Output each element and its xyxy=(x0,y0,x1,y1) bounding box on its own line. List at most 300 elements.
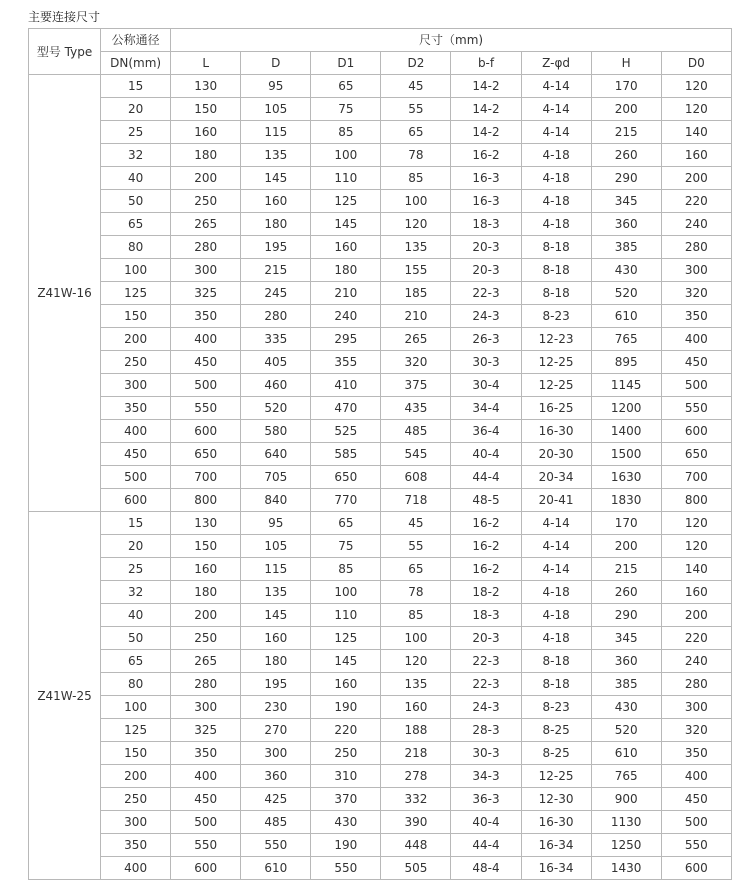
value-cell: 1630 xyxy=(591,466,661,489)
value-cell: 4-18 xyxy=(521,604,591,627)
table-row xyxy=(29,765,732,788)
table-row xyxy=(29,213,732,236)
table-row xyxy=(29,351,732,374)
table-row xyxy=(29,305,732,328)
value-cell: 20-30 xyxy=(521,443,591,466)
header-col-b-f: b-f xyxy=(451,52,521,75)
value-cell: 345 xyxy=(591,190,661,213)
value-cell: 16-25 xyxy=(521,397,591,420)
value-cell: 14-2 xyxy=(451,75,521,98)
value-cell: 85 xyxy=(311,121,381,144)
value-cell: 200 xyxy=(661,604,731,627)
value-cell: 600 xyxy=(171,857,241,880)
value-cell: 218 xyxy=(381,742,451,765)
value-cell: 85 xyxy=(381,167,451,190)
dn-cell: 50 xyxy=(101,190,171,213)
table-row xyxy=(29,696,732,719)
dn-cell: 65 xyxy=(101,213,171,236)
value-cell: 8-18 xyxy=(521,673,591,696)
value-cell: 4-14 xyxy=(521,121,591,144)
value-cell: 100 xyxy=(381,190,451,213)
value-cell: 400 xyxy=(661,765,731,788)
value-cell: 145 xyxy=(311,213,381,236)
value-cell: 405 xyxy=(241,351,311,374)
value-cell: 265 xyxy=(381,328,451,351)
value-cell: 16-30 xyxy=(521,420,591,443)
value-cell: 28-3 xyxy=(451,719,521,742)
value-cell: 4-14 xyxy=(521,512,591,535)
value-cell: 65 xyxy=(381,121,451,144)
value-cell: 375 xyxy=(381,374,451,397)
dn-cell: 300 xyxy=(101,374,171,397)
table-row xyxy=(29,673,732,696)
header-col-d2: D2 xyxy=(381,52,451,75)
value-cell: 215 xyxy=(591,558,661,581)
value-cell: 135 xyxy=(241,581,311,604)
dn-cell: 125 xyxy=(101,282,171,305)
value-cell: 300 xyxy=(171,259,241,282)
value-cell: 430 xyxy=(311,811,381,834)
dn-cell: 40 xyxy=(101,167,171,190)
value-cell: 650 xyxy=(661,443,731,466)
value-cell: 65 xyxy=(311,512,381,535)
value-cell: 200 xyxy=(661,167,731,190)
value-cell: 385 xyxy=(591,673,661,696)
value-cell: 370 xyxy=(311,788,381,811)
table-header xyxy=(29,29,732,75)
dn-cell: 150 xyxy=(101,305,171,328)
value-cell: 8-25 xyxy=(521,719,591,742)
value-cell: 448 xyxy=(381,834,451,857)
value-cell: 16-2 xyxy=(451,512,521,535)
value-cell: 195 xyxy=(241,673,311,696)
value-cell: 210 xyxy=(311,282,381,305)
value-cell: 840 xyxy=(241,489,311,512)
value-cell: 8-18 xyxy=(521,650,591,673)
value-cell: 12-25 xyxy=(521,765,591,788)
value-cell: 20-3 xyxy=(451,259,521,282)
value-cell: 505 xyxy=(381,857,451,880)
value-cell: 22-3 xyxy=(451,650,521,673)
value-cell: 280 xyxy=(241,305,311,328)
value-cell: 16-2 xyxy=(451,144,521,167)
dn-cell: 300 xyxy=(101,811,171,834)
value-cell: 14-2 xyxy=(451,98,521,121)
table-row xyxy=(29,374,732,397)
value-cell: 450 xyxy=(171,351,241,374)
value-cell: 300 xyxy=(661,259,731,282)
value-cell: 215 xyxy=(241,259,311,282)
value-cell: 600 xyxy=(661,857,731,880)
value-cell: 4-18 xyxy=(521,581,591,604)
value-cell: 75 xyxy=(311,98,381,121)
value-cell: 525 xyxy=(311,420,381,443)
value-cell: 280 xyxy=(171,673,241,696)
model-cell: Z41W-16 xyxy=(29,75,101,512)
value-cell: 95 xyxy=(241,75,311,98)
model-cell: Z41W-25 xyxy=(29,512,101,880)
value-cell: 425 xyxy=(241,788,311,811)
value-cell: 550 xyxy=(311,857,381,880)
value-cell: 95 xyxy=(241,512,311,535)
table-row xyxy=(29,190,732,213)
value-cell: 115 xyxy=(241,121,311,144)
value-cell: 105 xyxy=(241,535,311,558)
table-row xyxy=(29,558,732,581)
value-cell: 160 xyxy=(311,236,381,259)
value-cell: 120 xyxy=(381,213,451,236)
value-cell: 290 xyxy=(591,167,661,190)
value-cell: 310 xyxy=(311,765,381,788)
value-cell: 350 xyxy=(661,742,731,765)
value-cell: 360 xyxy=(591,650,661,673)
table-row xyxy=(29,742,732,765)
value-cell: 450 xyxy=(661,788,731,811)
value-cell: 16-2 xyxy=(451,535,521,558)
value-cell: 240 xyxy=(311,305,381,328)
value-cell: 485 xyxy=(241,811,311,834)
dn-cell: 40 xyxy=(101,604,171,627)
value-cell: 16-30 xyxy=(521,811,591,834)
value-cell: 8-18 xyxy=(521,282,591,305)
value-cell: 100 xyxy=(311,144,381,167)
value-cell: 360 xyxy=(241,765,311,788)
value-cell: 300 xyxy=(171,696,241,719)
table-row xyxy=(29,466,732,489)
value-cell: 8-25 xyxy=(521,742,591,765)
value-cell: 20-34 xyxy=(521,466,591,489)
value-cell: 240 xyxy=(661,213,731,236)
value-cell: 250 xyxy=(171,190,241,213)
value-cell: 16-3 xyxy=(451,167,521,190)
value-cell: 16-3 xyxy=(451,190,521,213)
table-row xyxy=(29,811,732,834)
value-cell: 450 xyxy=(171,788,241,811)
value-cell: 135 xyxy=(381,236,451,259)
value-cell: 215 xyxy=(591,121,661,144)
value-cell: 220 xyxy=(661,190,731,213)
value-cell: 160 xyxy=(171,558,241,581)
value-cell: 280 xyxy=(171,236,241,259)
table-caption: 主要连接尺寸 xyxy=(28,10,101,24)
dn-cell: 250 xyxy=(101,351,171,374)
value-cell: 110 xyxy=(311,167,381,190)
value-cell: 20-3 xyxy=(451,627,521,650)
value-cell: 14-2 xyxy=(451,121,521,144)
value-cell: 500 xyxy=(171,374,241,397)
value-cell: 115 xyxy=(241,558,311,581)
value-cell: 105 xyxy=(241,98,311,121)
value-cell: 800 xyxy=(171,489,241,512)
dn-cell: 32 xyxy=(101,144,171,167)
value-cell: 900 xyxy=(591,788,661,811)
dn-cell: 150 xyxy=(101,742,171,765)
value-cell: 4-18 xyxy=(521,213,591,236)
value-cell: 45 xyxy=(381,512,451,535)
value-cell: 8-23 xyxy=(521,305,591,328)
value-cell: 125 xyxy=(311,190,381,213)
header-dn-bottom: DN(mm) xyxy=(101,52,171,75)
value-cell: 280 xyxy=(661,673,731,696)
value-cell: 550 xyxy=(661,397,731,420)
value-cell: 160 xyxy=(241,190,311,213)
value-cell: 110 xyxy=(311,604,381,627)
value-cell: 280 xyxy=(661,236,731,259)
value-cell: 140 xyxy=(661,121,731,144)
table-row xyxy=(29,259,732,282)
value-cell: 18-3 xyxy=(451,213,521,236)
dn-cell: 15 xyxy=(101,512,171,535)
value-cell: 400 xyxy=(171,765,241,788)
value-cell: 185 xyxy=(381,282,451,305)
value-cell: 145 xyxy=(241,604,311,627)
dimensions-table xyxy=(28,28,732,880)
value-cell: 610 xyxy=(241,857,311,880)
value-cell: 200 xyxy=(591,535,661,558)
value-cell: 320 xyxy=(661,282,731,305)
dn-cell: 250 xyxy=(101,788,171,811)
value-cell: 48-4 xyxy=(451,857,521,880)
value-cell: 210 xyxy=(381,305,451,328)
value-cell: 24-3 xyxy=(451,305,521,328)
value-cell: 430 xyxy=(591,259,661,282)
table-row xyxy=(29,627,732,650)
value-cell: 250 xyxy=(171,627,241,650)
value-cell: 188 xyxy=(381,719,451,742)
value-cell: 320 xyxy=(381,351,451,374)
value-cell: 44-4 xyxy=(451,466,521,489)
dn-cell: 20 xyxy=(101,98,171,121)
table-row xyxy=(29,535,732,558)
value-cell: 200 xyxy=(171,167,241,190)
value-cell: 265 xyxy=(171,650,241,673)
dn-cell: 125 xyxy=(101,719,171,742)
value-cell: 608 xyxy=(381,466,451,489)
value-cell: 180 xyxy=(241,213,311,236)
value-cell: 160 xyxy=(661,144,731,167)
value-cell: 895 xyxy=(591,351,661,374)
value-cell: 500 xyxy=(661,811,731,834)
value-cell: 700 xyxy=(661,466,731,489)
dn-cell: 80 xyxy=(101,236,171,259)
value-cell: 125 xyxy=(311,627,381,650)
value-cell: 160 xyxy=(171,121,241,144)
table-row xyxy=(29,604,732,627)
value-cell: 650 xyxy=(171,443,241,466)
header-col-z-d: Z-φd xyxy=(521,52,591,75)
table-row xyxy=(29,282,732,305)
dn-cell: 100 xyxy=(101,259,171,282)
value-cell: 550 xyxy=(661,834,731,857)
value-cell: 36-4 xyxy=(451,420,521,443)
value-cell: 180 xyxy=(311,259,381,282)
value-cell: 160 xyxy=(661,581,731,604)
value-cell: 120 xyxy=(381,650,451,673)
value-cell: 100 xyxy=(311,581,381,604)
value-cell: 145 xyxy=(311,650,381,673)
value-cell: 8-23 xyxy=(521,696,591,719)
table-row xyxy=(29,719,732,742)
value-cell: 145 xyxy=(241,167,311,190)
value-cell: 135 xyxy=(381,673,451,696)
value-cell: 520 xyxy=(241,397,311,420)
table-row xyxy=(29,144,732,167)
value-cell: 55 xyxy=(381,98,451,121)
value-cell: 600 xyxy=(661,420,731,443)
value-cell: 520 xyxy=(591,719,661,742)
value-cell: 410 xyxy=(311,374,381,397)
value-cell: 550 xyxy=(241,834,311,857)
value-cell: 360 xyxy=(591,213,661,236)
value-cell: 4-14 xyxy=(521,558,591,581)
header-col-d0: D0 xyxy=(661,52,731,75)
value-cell: 400 xyxy=(661,328,731,351)
table-row xyxy=(29,167,732,190)
value-cell: 65 xyxy=(381,558,451,581)
value-cell: 250 xyxy=(311,742,381,765)
value-cell: 350 xyxy=(171,742,241,765)
value-cell: 460 xyxy=(241,374,311,397)
value-cell: 18-3 xyxy=(451,604,521,627)
value-cell: 48-5 xyxy=(451,489,521,512)
value-cell: 545 xyxy=(381,443,451,466)
value-cell: 78 xyxy=(381,581,451,604)
value-cell: 355 xyxy=(311,351,381,374)
value-cell: 85 xyxy=(311,558,381,581)
value-cell: 155 xyxy=(381,259,451,282)
value-cell: 44-4 xyxy=(451,834,521,857)
value-cell: 700 xyxy=(171,466,241,489)
value-cell: 12-23 xyxy=(521,328,591,351)
value-cell: 30-3 xyxy=(451,742,521,765)
dn-cell: 200 xyxy=(101,328,171,351)
value-cell: 195 xyxy=(241,236,311,259)
value-cell: 325 xyxy=(171,719,241,742)
value-cell: 1145 xyxy=(591,374,661,397)
dn-cell: 100 xyxy=(101,696,171,719)
value-cell: 320 xyxy=(661,719,731,742)
header-col-h: H xyxy=(591,52,661,75)
table-row xyxy=(29,121,732,144)
value-cell: 24-3 xyxy=(451,696,521,719)
dn-cell: 65 xyxy=(101,650,171,673)
value-cell: 390 xyxy=(381,811,451,834)
value-cell: 335 xyxy=(241,328,311,351)
value-cell: 265 xyxy=(171,213,241,236)
table-row xyxy=(29,75,732,98)
value-cell: 190 xyxy=(311,834,381,857)
dn-cell: 50 xyxy=(101,627,171,650)
value-cell: 350 xyxy=(171,305,241,328)
value-cell: 4-14 xyxy=(521,98,591,121)
value-cell: 170 xyxy=(591,512,661,535)
dn-cell: 25 xyxy=(101,558,171,581)
value-cell: 300 xyxy=(241,742,311,765)
dn-cell: 400 xyxy=(101,420,171,443)
value-cell: 160 xyxy=(241,627,311,650)
table-row xyxy=(29,98,732,121)
dn-cell: 80 xyxy=(101,673,171,696)
value-cell: 650 xyxy=(311,466,381,489)
value-cell: 26-3 xyxy=(451,328,521,351)
value-cell: 550 xyxy=(171,834,241,857)
value-cell: 120 xyxy=(661,75,731,98)
header-dims-group: 尺寸（mm) xyxy=(171,29,732,52)
value-cell: 4-18 xyxy=(521,144,591,167)
value-cell: 100 xyxy=(381,627,451,650)
value-cell: 500 xyxy=(661,374,731,397)
dn-cell: 500 xyxy=(101,466,171,489)
value-cell: 350 xyxy=(661,305,731,328)
value-cell: 430 xyxy=(591,696,661,719)
value-cell: 610 xyxy=(591,742,661,765)
value-cell: 8-18 xyxy=(521,259,591,282)
value-cell: 34-4 xyxy=(451,397,521,420)
table-row xyxy=(29,443,732,466)
header-model: 型号 Type xyxy=(29,29,101,75)
value-cell: 345 xyxy=(591,627,661,650)
value-cell: 40-4 xyxy=(451,811,521,834)
value-cell: 140 xyxy=(661,558,731,581)
value-cell: 190 xyxy=(311,696,381,719)
dn-cell: 200 xyxy=(101,765,171,788)
value-cell: 718 xyxy=(381,489,451,512)
value-cell: 332 xyxy=(381,788,451,811)
header-col-d1: D1 xyxy=(311,52,381,75)
header-dn-top: 公称通径 xyxy=(101,29,171,52)
dn-cell: 20 xyxy=(101,535,171,558)
value-cell: 120 xyxy=(661,535,731,558)
value-cell: 12-25 xyxy=(521,374,591,397)
value-cell: 705 xyxy=(241,466,311,489)
table-row xyxy=(29,650,732,673)
value-cell: 75 xyxy=(311,535,381,558)
dn-cell: 600 xyxy=(101,489,171,512)
value-cell: 585 xyxy=(311,443,381,466)
value-cell: 130 xyxy=(171,512,241,535)
value-cell: 55 xyxy=(381,535,451,558)
value-cell: 200 xyxy=(591,98,661,121)
value-cell: 290 xyxy=(591,604,661,627)
value-cell: 4-18 xyxy=(521,190,591,213)
value-cell: 20-41 xyxy=(521,489,591,512)
value-cell: 16-34 xyxy=(521,834,591,857)
value-cell: 130 xyxy=(171,75,241,98)
value-cell: 770 xyxy=(311,489,381,512)
value-cell: 270 xyxy=(241,719,311,742)
value-cell: 435 xyxy=(381,397,451,420)
dn-cell: 25 xyxy=(101,121,171,144)
value-cell: 12-30 xyxy=(521,788,591,811)
value-cell: 550 xyxy=(171,397,241,420)
value-cell: 640 xyxy=(241,443,311,466)
header-col-d: D xyxy=(241,52,311,75)
value-cell: 22-3 xyxy=(451,282,521,305)
value-cell: 230 xyxy=(241,696,311,719)
table-row xyxy=(29,834,732,857)
value-cell: 4-14 xyxy=(521,535,591,558)
value-cell: 160 xyxy=(311,673,381,696)
value-cell: 220 xyxy=(661,627,731,650)
value-cell: 450 xyxy=(661,351,731,374)
table-row xyxy=(29,857,732,880)
value-cell: 4-18 xyxy=(521,627,591,650)
value-cell: 4-14 xyxy=(521,75,591,98)
value-cell: 20-3 xyxy=(451,236,521,259)
value-cell: 220 xyxy=(311,719,381,742)
dn-cell: 32 xyxy=(101,581,171,604)
value-cell: 78 xyxy=(381,144,451,167)
